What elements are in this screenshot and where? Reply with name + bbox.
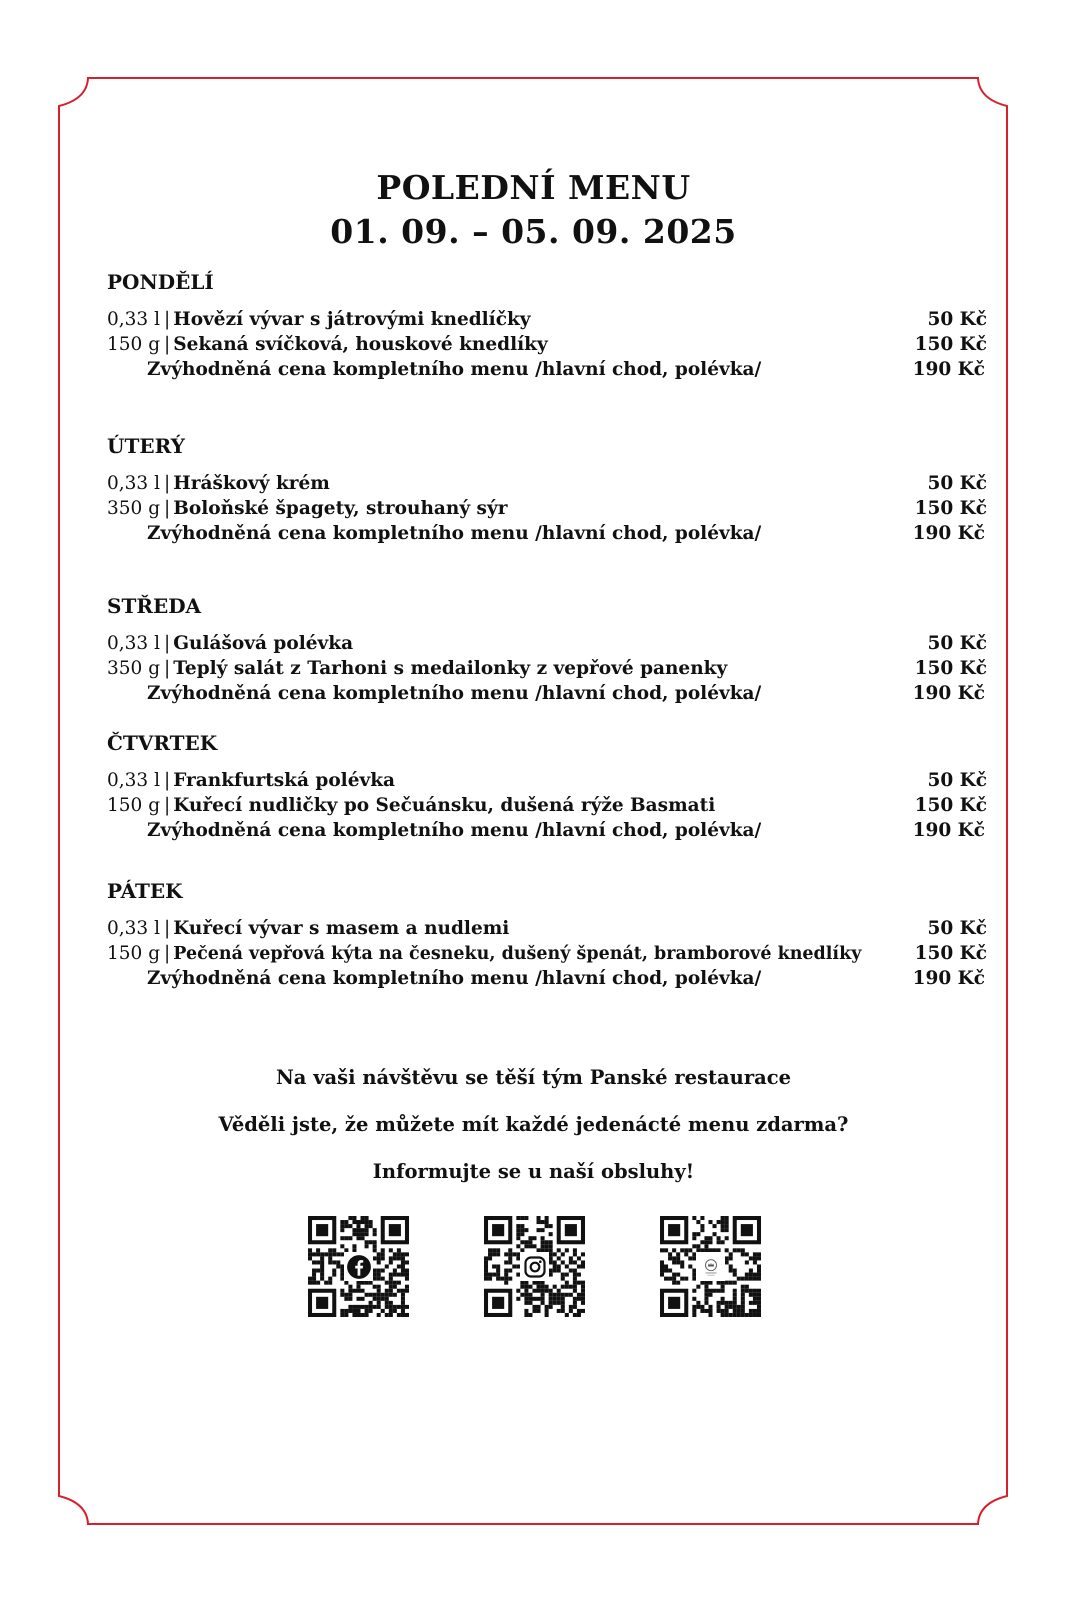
day-section-friday — [107, 879, 987, 991]
soup-row — [107, 768, 987, 793]
instagram-icon — [520, 1252, 549, 1281]
day-section-tuesday — [107, 434, 987, 546]
main-name: Teplý salát z Tarhoni s medailonky z vepřové panenky — [173, 658, 728, 679]
combo-label: Zvýhodněná cena kompletního menu /hlavní chod, polévka/ — [147, 683, 762, 704]
main-quantity: 350 g — [107, 498, 161, 519]
main-quantity: 150 g — [107, 334, 161, 355]
soup-name: Gulášová polévka — [173, 633, 354, 654]
separator: | — [164, 473, 171, 494]
main-quantity: 150 g — [107, 795, 161, 816]
day-name: STŘEDA — [107, 594, 202, 618]
footer-loyalty-question: Věděli jste, že můžete mít každé jedenácté menu zdarma? — [218, 1113, 849, 1136]
day-section-wednesday — [107, 594, 987, 706]
main-course-row — [107, 496, 987, 521]
combo-price: 190 Kč — [912, 523, 985, 544]
combo-label: Zvýhodněná cena kompletního menu /hlavní chod, polévka/ — [147, 968, 762, 989]
qr-code-website[interactable] — [660, 1216, 761, 1317]
soup-price: 50 Kč — [927, 918, 987, 939]
soup-quantity: 0,33 l — [107, 918, 160, 939]
main-name: Kuřecí nudličky po Sečuánsku, dušená rýže Basmati — [173, 795, 716, 816]
combo-row — [107, 681, 987, 706]
qr-code-instagram[interactable] — [484, 1216, 585, 1317]
combo-price: 190 Kč — [912, 683, 985, 704]
date-range: 01. 09. – 05. 09. 2025 — [330, 212, 737, 251]
soup-quantity: 0,33 l — [107, 473, 160, 494]
combo-label: Zvýhodněná cena kompletního menu /hlavní chod, polévka/ — [147, 523, 762, 544]
qr-code-facebook[interactable] — [308, 1216, 409, 1317]
combo-price: 190 Kč — [912, 820, 985, 841]
facebook-icon — [344, 1252, 373, 1281]
separator: | — [164, 795, 171, 816]
soup-price: 50 Kč — [927, 309, 987, 330]
restaurant-logo-icon — [696, 1252, 725, 1281]
soup-row — [107, 471, 987, 496]
soup-name: Hovězí vývar s játrovými knedlíčky — [173, 309, 531, 330]
main-price: 150 Kč — [914, 795, 987, 816]
page-title: POLEDNÍ MENU — [376, 168, 691, 207]
combo-row — [107, 966, 987, 991]
separator: | — [164, 633, 171, 654]
soup-name: Frankfurtská polévka — [173, 770, 396, 791]
separator: | — [164, 943, 171, 964]
day-name: PÁTEK — [107, 879, 183, 903]
soup-quantity: 0,33 l — [107, 309, 160, 330]
day-section-monday — [107, 270, 987, 382]
main-name: Boloňské špagety, strouhaný sýr — [173, 498, 508, 519]
day-name: ÚTERÝ — [107, 434, 185, 458]
main-quantity: 150 g — [107, 943, 161, 964]
main-name: Sekaná svíčková, houskové knedlíky — [173, 334, 548, 355]
day-name: PONDĚLÍ — [107, 270, 214, 294]
main-course-row — [107, 656, 987, 681]
day-section-thursday — [107, 731, 987, 843]
soup-quantity: 0,33 l — [107, 633, 160, 654]
soup-row — [107, 307, 987, 332]
combo-price: 190 Kč — [912, 968, 985, 989]
combo-price: 190 Kč — [912, 359, 985, 380]
main-course-row — [107, 332, 987, 357]
main-quantity: 350 g — [107, 658, 161, 679]
main-course-row — [107, 793, 987, 818]
main-price: 150 Kč — [914, 943, 987, 964]
soup-name: Kuřecí vývar s masem a nudlemi — [173, 918, 510, 939]
soup-price: 50 Kč — [927, 473, 987, 494]
combo-label: Zvýhodněná cena kompletního menu /hlavní chod, polévka/ — [147, 359, 762, 380]
day-name: ČTVRTEK — [107, 731, 218, 755]
main-name: Pečená vepřová kýta na česneku, dušený špenát, bramborové knedlíky — [173, 944, 862, 964]
main-course-row — [107, 941, 987, 966]
separator: | — [164, 309, 171, 330]
soup-price: 50 Kč — [927, 770, 987, 791]
separator: | — [164, 918, 171, 939]
combo-row — [107, 357, 987, 382]
separator: | — [164, 658, 171, 679]
combo-label: Zvýhodněná cena kompletního menu /hlavní chod, polévka/ — [147, 820, 762, 841]
footer-greeting: Na vaši návštěvu se těší tým Panské restaurace — [275, 1066, 792, 1089]
separator: | — [164, 334, 171, 355]
soup-quantity: 0,33 l — [107, 770, 160, 791]
footer-info: Informujte se u naší obsluhy! — [372, 1160, 695, 1183]
separator: | — [164, 770, 171, 791]
main-price: 150 Kč — [914, 334, 987, 355]
soup-row — [107, 631, 987, 656]
main-price: 150 Kč — [914, 498, 987, 519]
combo-row — [107, 818, 987, 843]
combo-row — [107, 521, 987, 546]
main-price: 150 Kč — [914, 658, 987, 679]
separator: | — [164, 498, 171, 519]
soup-row — [107, 916, 987, 941]
soup-name: Hráškový krém — [173, 473, 330, 494]
soup-price: 50 Kč — [927, 633, 987, 654]
